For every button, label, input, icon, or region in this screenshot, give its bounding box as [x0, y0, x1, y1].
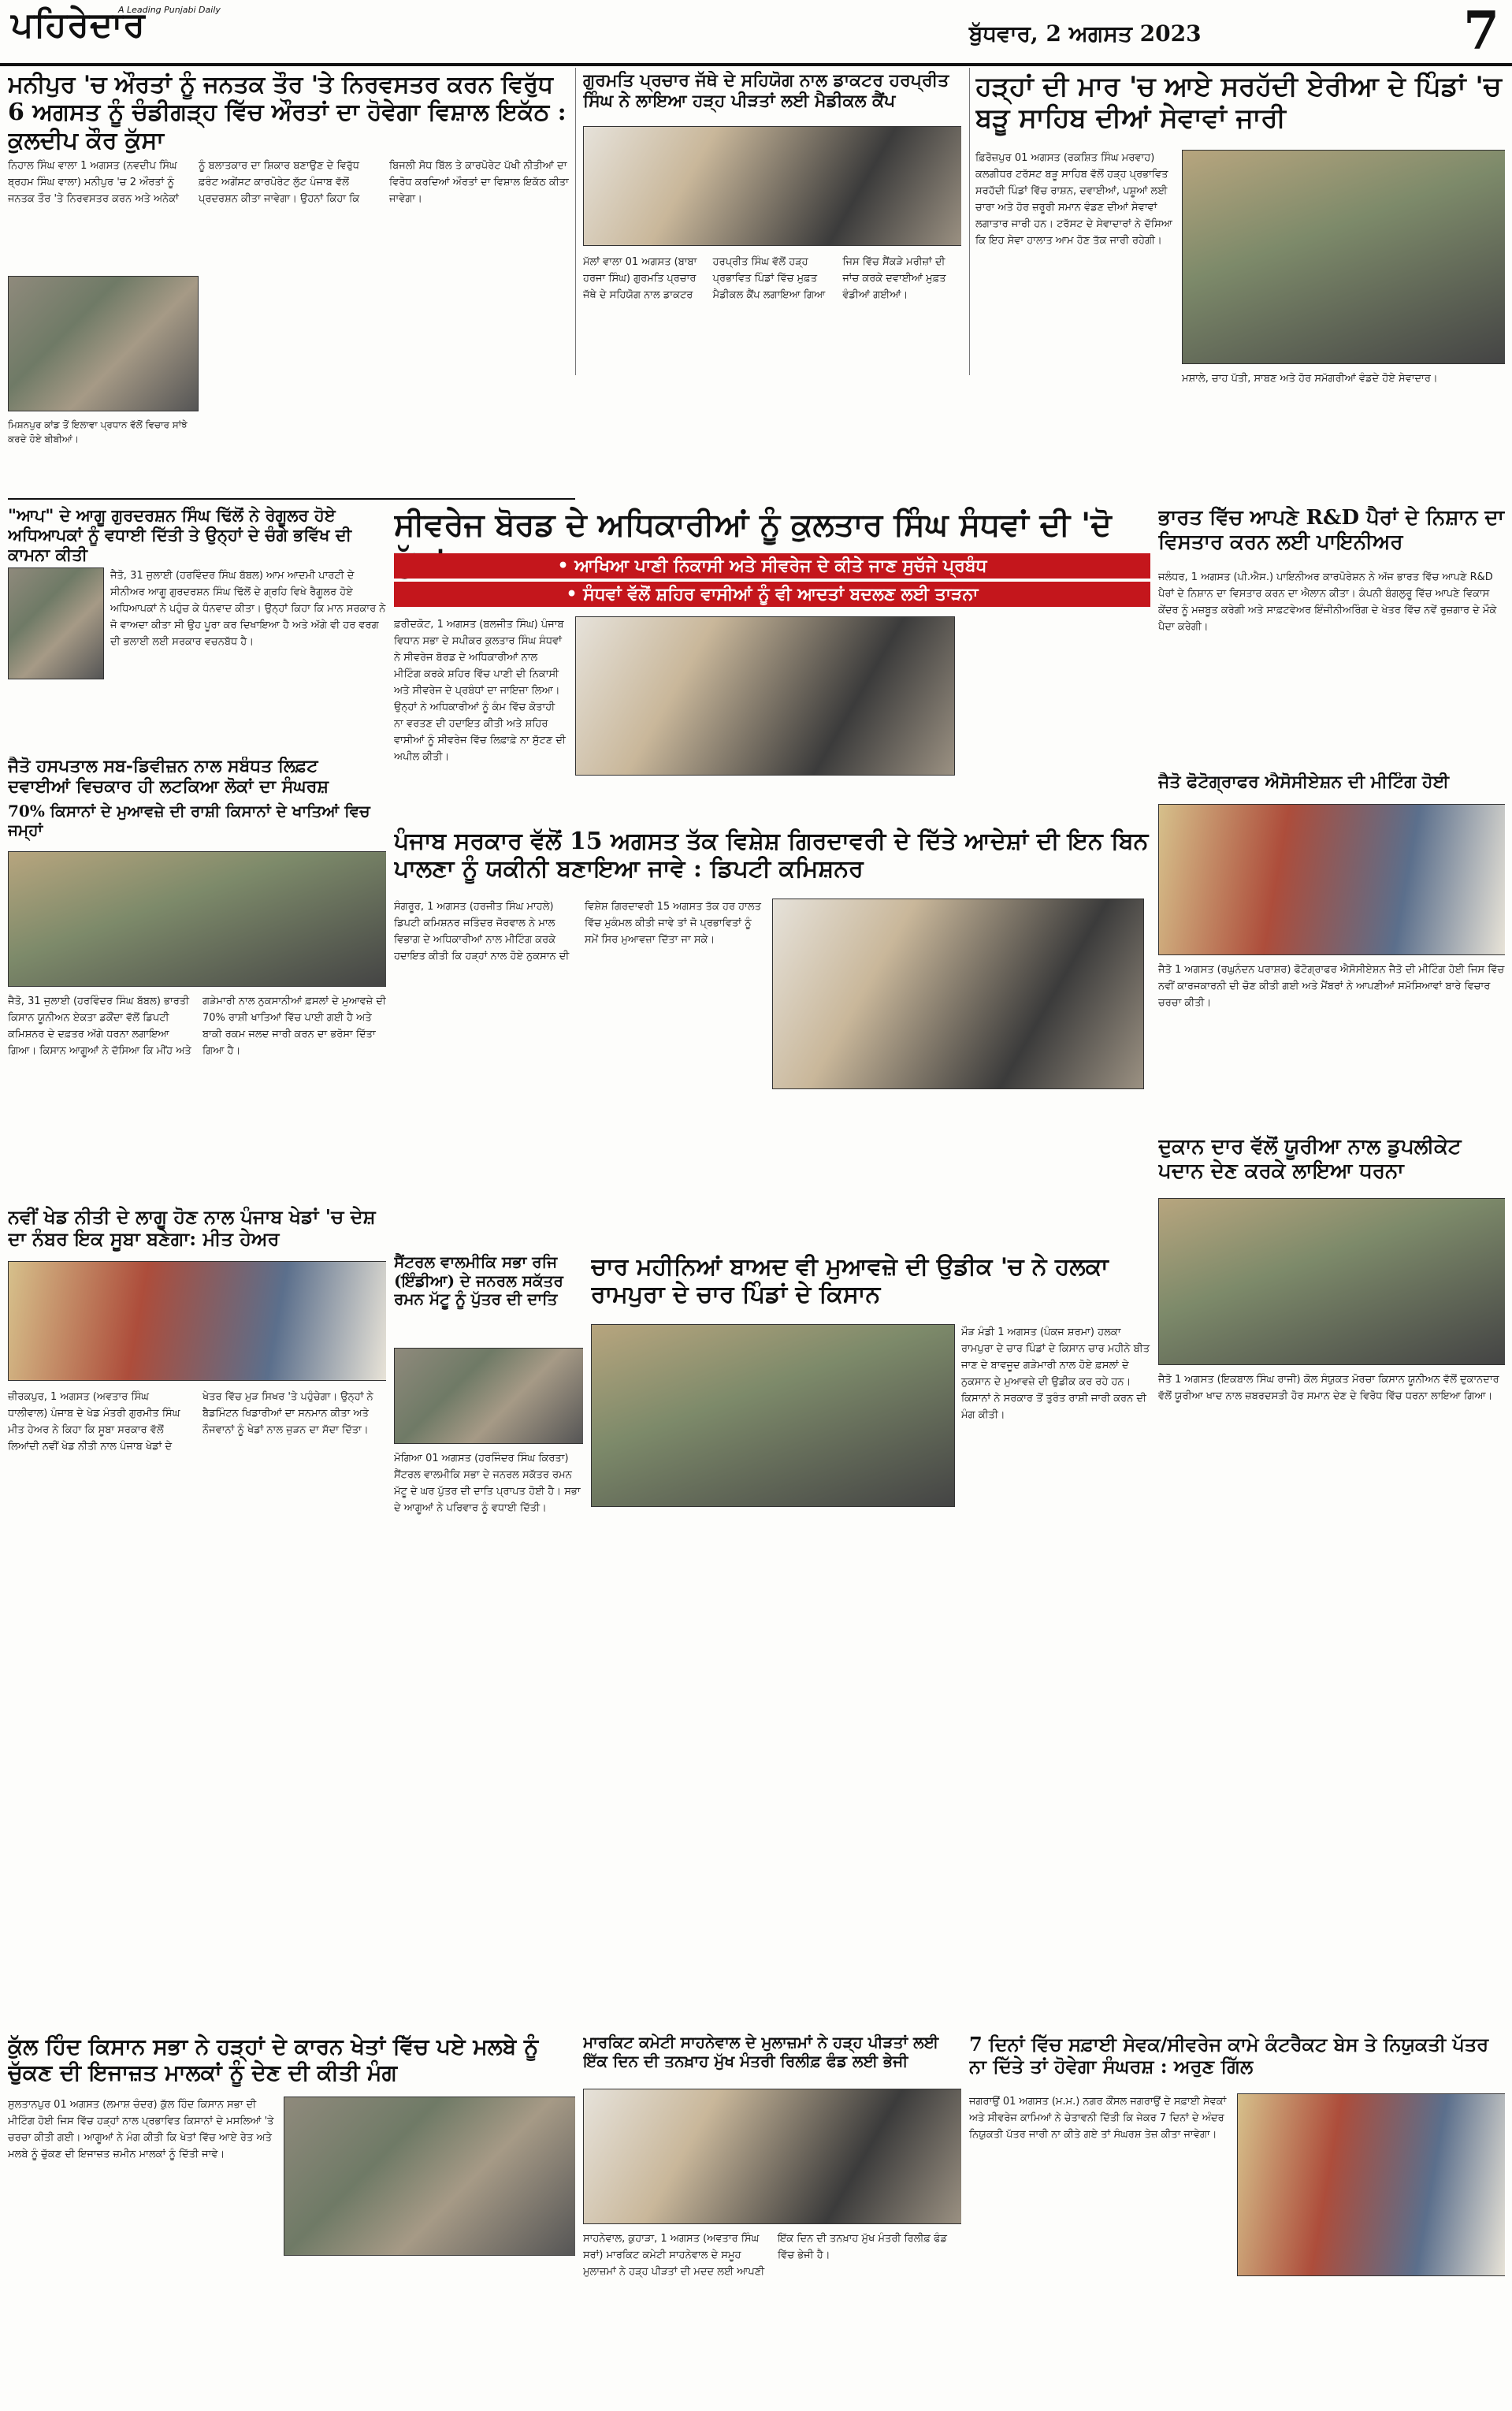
article-body: ਨਿਹਾਲ ਸਿੰਘ ਵਾਲਾ 1 ਅਗਸਤ (ਨਵਦੀਪ ਸਿੰਘ ਬ੍ਰਹਮ ਸਿੰਘ ਵਾਲਾ) ਮਨੀਪੁਰ 'ਚ 2 ਔਰਤਾਂ ਨੂੰ ਜਨਤਕ ਤੌਰ 'ਤੇ ਨਿਰਵਸਤਰ ਕਰਨ ਅਤੇ ਅਨੇਕਾਂ ਨੂੰ ਬਲਾਤਕਾਰ ਦਾ ਸ਼ਿਕਾਰ ਬਣਾਉਣ ਦੇ ਵਿਰੁੱਧ ਫ਼ਰੰਟ ਅਗੇਂਸਟ ਕਾਰਪੋਰੇਟ ਲੁੱਟ ਪੰਜਾਬ ਵੱਲੋਂ ਪ੍ਰਦਰਸ਼ਨ ਕੀਤਾ ਜਾਵੇਗਾ। ਉਹਨਾਂ ਕਿਹਾ ਕਿ ਬਿਜਲੀ ਸੋਧ ਬਿੱਲ ਤੇ ਕਾਰਪੋਰੇਟ ਪੱਖੀ ਨੀਤੀਆਂ ਦਾ ਵਿਰੋਧ ਕਰਦਿਆਂ ਔਰਤਾਂ ਦਾ ਵਿਸ਼ਾਲ ਇਕੱਠ ਕੀਤਾ ਜਾਵੇਗਾ।: [8, 160, 569, 205]
news-photo: [394, 1348, 583, 1444]
headline: ਗੁਰਮਤਿ ਪ੍ਰਚਾਰ ਜੱਥੇ ਦੇ ਸਹਿਯੋਗ ਨਾਲ ਡਾਕਟਰ ਹਰਪ੍ਰੀਤ ਸਿੰਘ ਨੇ ਲਾਇਆ ਹੜ੍ਹ ਪੀੜਤਾਂ ਲਈ ਮੈਡੀਕਲ ਕੈਂਪ: [583, 71, 949, 111]
section-rule: [8, 498, 575, 500]
article-manipur: [8, 71, 569, 497]
headline: 7 ਦਿਨਾਂ ਵਿੱਚ ਸਫ਼ਾਈ ਸੇਵਕ/ਸੀਵਰੇਜ ਕਾਮੇ ਕੰਟਰੈਕਟ ਬੇਸ ਤੇ ਨਿਯੁਕਤੀ ਪੱਤਰ ਨਾ ਦਿੱਤੇ ਤਾਂ ਹੋਵੇਗਾ ਸੰਘਰਸ਼ : ਅਰੁਣ ਗਿੱਲ: [969, 2033, 1489, 2078]
column-divider: [969, 68, 970, 375]
headline: ਨਵੀਂ ਖੇਡ ਨੀਤੀ ਦੇ ਲਾਗੂ ਹੋਣ ਨਾਲ ਪੰਜਾਬ ਖੇਡਾਂ 'ਚ ਦੇਸ਼ ਦਾ ਨੰਬਰ ਇਕ ਸੂਬਾ ਬਣੇਗਾ: ਮੀਤ ਹੇਅਰ: [8, 1206, 376, 1251]
article-body: ਮੌੜ ਮੰਡੀ 1 ਅਗਸਤ (ਪੰਕਜ ਸ਼ਰਮਾ) ਹਲਕਾ ਰਾਮਪੁਰਾ ਦੇ ਚਾਰ ਪਿੰਡਾਂ ਦੇ ਕਿਸਾਨ ਚਾਰ ਮਹੀਨੇ ਬੀਤ ਜਾਣ ਦੇ ਬਾਵਜੂਦ ਗੜੇਮਾਰੀ ਨਾਲ ਹੋਏ ਫ਼ਸਲਾਂ ਦੇ ਨੁਕਸਾਨ ਦੇ ਮੁਆਵਜ਼ੇ ਦੀ ਉਡੀਕ ਕਰ ਰਹੇ ਹਨ। ਕਿਸਾਨਾਂ ਨੇ ਸਰਕਾਰ ਤੋਂ ਤੁਰੰਤ ਰਾਸ਼ੀ ਜਾਰੀ ਕਰਨ ਦੀ ਮੰਗ ਕੀਤੀ।: [961, 1326, 1150, 1421]
article-body: ਜਲੰਧਰ, 1 ਅਗਸਤ (ਪੀ.ਐਸ.) ਪਾਇਨੀਅਰ ਕਾਰਪੋਰੇਸ਼ਨ ਨੇ ਅੱਜ ਭਾਰਤ ਵਿੱਚ ਆਪਣੇ R&D ਪੈਰਾਂ ਦੇ ਨਿਸ਼ਾਨ ਦਾ ਵਿਸਤਾਰ ਕਰਨ ਦਾ ਐਲਾਨ ਕੀਤਾ। ਕੰਪਨੀ ਬੰਗਲੁਰੂ ਵਿੱਚ ਆਪਣੇ ਵਿਕਾਸ ਕੇਂਦਰ ਨੂੰ ਮਜ਼ਬੂਤ ਕਰੇਗੀ ਅਤੇ ਸਾਫ਼ਟਵੇਅਰ ਇੰਜੀਨੀਅਰਿੰਗ ਦੇ ਖੇਤਰ ਵਿੱਚ ਨਵੇਂ ਰੁਜ਼ਗਾਰ ਦੇ ਮੌਕੇ ਪੈਦਾ ਕਰੇਗੀ।: [1158, 571, 1497, 633]
article-girdawari: [394, 828, 1150, 1237]
news-photo: [8, 276, 199, 411]
article-market-committee: [583, 2033, 961, 2404]
news-photo: [1158, 804, 1505, 955]
tagline: A Leading Punjabi Daily: [118, 5, 221, 15]
page-number: 7: [1463, 0, 1499, 61]
headline: ਭਾਰਤ ਵਿੱਚ ਆਪਣੇ R&D ਪੈਰਾਂ ਦੇ ਨਿਸ਼ਾਨ ਦਾ ਵਿਸਤਾਰ ਕਰਨ ਲਈ ਪਾਇਨੀਅਰ: [1158, 506, 1505, 554]
article-body: ਮੋਗਿਆ 01 ਅਗਸਤ (ਹਰਜਿੰਦਰ ਸਿੰਘ ਕਿਰਤਾ) ਸੈਂਟਰਲ ਵਾਲਮੀਕਿ ਸਭਾ ਦੇ ਜਨਰਲ ਸਕੱਤਰ ਰਮਨ ਮੱਟੂ ਦੇ ਘਰ ਪੁੱਤਰ ਦੀ ਦਾਤਿ ਪ੍ਰਾਪਤ ਹੋਈ ਹੈ। ਸਭਾ ਦੇ ਆਗੂਆਂ ਨੇ ਪਰਿਵਾਰ ਨੂੰ ਵਧਾਈ ਦਿੱਤੀ।: [394, 1453, 581, 1514]
article-body: ਫ਼ਿਰੋਜ਼ਪੁਰ 01 ਅਗਸਤ (ਰਕਸ਼ਿਤ ਸਿੰਘ ਮਰਵਾਹ) ਕਲਗੀਧਰ ਟਰੱਸਟ ਬੜੂ ਸਾਹਿਬ ਵੱਲੋਂ ਹੜ੍ਹ ਪ੍ਰਭਾਵਿਤ ਸਰਹੱਦੀ ਪਿੰਡਾਂ ਵਿੱਚ ਰਾਸ਼ਨ, ਦਵਾਈਆਂ, ਪਸ਼ੂਆਂ ਲਈ ਚਾਰਾ ਅਤੇ ਹੋਰ ਜ਼ਰੂਰੀ ਸਮਾਨ ਵੰਡਣ ਦੀਆਂ ਸੇਵਾਵਾਂ ਲਗਾਤਾਰ ਜਾਰੀ ਹਨ। ਟਰੱਸਟ ਦੇ ਸੇਵਾਦਾਰਾਂ ਨੇ ਦੱਸਿਆ ਕਿ ਇਹ ਸੇਵਾ ਹਾਲਾਤ ਆਮ ਹੋਣ ਤੱਕ ਜਾਰੀ ਰਹੇਗੀ।: [975, 152, 1172, 247]
news-photo: [1182, 150, 1505, 364]
article-kisan-sabha: [8, 2033, 575, 2404]
headline: ਪੰਜਾਬ ਸਰਕਾਰ ਵੱਲੋਂ 15 ਅਗਸਤ ਤੱਕ ਵਿਸ਼ੇਸ਼ ਗਿਰਦਾਵਰੀ ਦੇ ਦਿੱਤੇ ਆਦੇਸ਼ਾਂ ਦੀ ਇਨ ਬਿਨ ਪਾਲਣਾ ਨੂੰ ਯਕੀਨੀ ਬਣਾਇਆ ਜਾਵੇ : ਡਿਪਟੀ ਕਮਿਸ਼ਨਰ: [394, 828, 1149, 884]
article-medical-camp: [583, 71, 961, 497]
news-photo: [1158, 1198, 1505, 1365]
headline: "ਆਪ" ਦੇ ਆਗੂ ਗੁਰਦਰਸ਼ਨ ਸਿੰਘ ਢਿੱਲੋਂ ਨੇ ਰੇਗੂਲਰ ਹੋਏ ਅਧਿਆਪਕਾਂ ਨੂੰ ਵਧਾਈ ਦਿੱਤੀ ਤੇ ਉਨ੍ਹਾਂ ਦੇ ਚੰਗੇ ਭਵਿੱਖ ਦੀ ਕਾਮਨਾ ਕੀਤੀ: [8, 506, 352, 564]
article-body: ਸੰਗਰੂਰ, 1 ਅਗਸਤ (ਹਰਜੀਤ ਸਿੰਘ ਮਾਹਲੇ) ਡਿਪਟੀ ਕਮਿਸ਼ਨਰ ਜਤਿੰਦਰ ਜੋਰਵਾਲ ਨੇ ਮਾਲ ਵਿਭਾਗ ਦੇ ਅਧਿਕਾਰੀਆਂ ਨਾਲ ਮੀਟਿੰਗ ਕਰਕੇ ਹਦਾਇਤ ਕੀਤੀ ਕਿ ਹੜ੍ਹਾਂ ਨਾਲ ਹੋਏ ਨੁਕਸਾਨ ਦੀ ਵਿਸ਼ੇਸ਼ ਗਿਰਦਾਵਰੀ 15 ਅਗਸਤ ਤੱਕ ਹਰ ਹਾਲਤ ਵਿੱਚ ਮੁਕੰਮਲ ਕੀਤੀ ਜਾਵੇ ਤਾਂ ਜੋ ਪ੍ਰਭਾਵਿਤਾਂ ਨੂੰ ਸਮੇਂ ਸਿਰ ਮੁਆਵਜ਼ਾ ਦਿੱਤਾ ਜਾ ਸਕੇ।: [394, 901, 761, 962]
headline: ਜੈਤੋ ਹਸਪਤਾਲ ਸਬ-ਡਿਵੀਜ਼ਨ ਨਾਲ ਸਬੰਧਤ ਲਿਫ਼ਟ ਦਵਾਈਆਂ ਵਿਚਕਾਰ ਹੀ ਲਟਕਿਆ ਲੋਕਾਂ ਦਾ ਸੰਘਰਸ਼: [8, 757, 329, 797]
news-photo: [583, 126, 961, 246]
article-body: ਜੈਤੋ 1 ਅਗਸਤ (ਰਘੁਨੰਦਨ ਪਰਾਸ਼ਰ) ਫੋਟੋਗ੍ਰਾਫਰ ਐਸੋਸੀਏਸ਼ਨ ਜੈਤੋ ਦੀ ਮੀਟਿੰਗ ਹੋਈ ਜਿਸ ਵਿੱਚ ਨਵੀਂ ਕਾਰਜਕਾਰਨੀ ਦੀ ਚੋਣ ਕੀਤੀ ਗਈ ਅਤੇ ਮੈਂਬਰਾਂ ਨੇ ਆਪਣੀਆਂ ਸਮੱਸਿਆਵਾਂ ਬਾਰੇ ਵਿਚਾਰ ਚਰਚਾ ਕੀਤੀ।: [1158, 964, 1505, 1009]
headline: ਮਾਰਕਿਟ ਕਮੇਟੀ ਸਾਹਨੇਵਾਲ ਦੇ ਮੁਲਾਜ਼ਮਾਂ ਨੇ ਹੜ੍ਹ ਪੀੜਤਾਂ ਲਈ ਇੱਕ ਦਿਨ ਦੀ ਤਨਖ਼ਾਹ ਮੁੱਖ ਮੰਤਰੀ ਰਿਲੀਫ਼ ਫੰਡ ਲਈ ਭੇਜੀ: [583, 2033, 939, 2071]
issue-date: ਬੁੱਧਵਾਰ, 2 ਅਗਸਤ 2023: [969, 20, 1202, 47]
article-body: ਜੈਤੋ, 31 ਜੁਲਾਈ (ਹਰਵਿੰਦਰ ਸਿੰਘ ਬੱਬਲ) ਭਾਰਤੀ ਕਿਸਾਨ ਯੂਨੀਅਨ ਏਕਤਾ ਡਕੌਂਦਾ ਵੱਲੋਂ ਡਿਪਟੀ ਕਮਿਸ਼ਨਰ ਦੇ ਦਫ਼ਤਰ ਅੱਗੇ ਧਰਨਾ ਲਗਾਇਆ ਗਿਆ। ਕਿਸਾਨ ਆਗੂਆਂ ਨੇ ਦੱਸਿਆ ਕਿ ਮੀਂਹ ਅਤੇ ਗੜੇਮਾਰੀ ਨਾਲ ਨੁਕਸਾਨੀਆਂ ਫ਼ਸਲਾਂ ਦੇ ਮੁਆਵਜ਼ੇ ਦੀ 70% ਰਾਸ਼ੀ ਖਾਤਿਆਂ ਵਿੱਚ ਪਾਈ ਗਈ ਹੈ ਅਤੇ ਬਾਕੀ ਰਕਮ ਜਲਦ ਜਾਰੀ ਕਰਨ ਦਾ ਭਰੋਸਾ ਦਿੱਤਾ ਗਿਆ ਹੈ।: [8, 995, 386, 1057]
headline: ਸੀਵਰੇਜ ਬੋਰਡ ਦੇ ਅਧਿਕਾਰੀਆਂ ਨੂੰ ਕੁਲਤਾਰ ਸਿੰਘ ਸੰਧਵਾਂ ਦੀ 'ਦੋ: [394, 506, 1112, 543]
news-photo: [8, 851, 386, 987]
portrait-photo: [8, 567, 104, 679]
highlight-banner: • ਆਖਿਆ ਪਾਣੀ ਨਿਕਾਸੀ ਅਤੇ ਸੀਵਰੇਜ ਦੇ ਕੀਤੇ ਜਾਣ ਸੁਚੱਜੇ ਪ੍ਰਬੰਧ: [394, 553, 1150, 579]
news-photo: [8, 1261, 386, 1381]
news-photo: [583, 2089, 961, 2224]
headline: ਕੁੱਲ ਹਿੰਦ ਕਿਸਾਨ ਸਭਾ ਨੇ ਹੜ੍ਹਾਂ ਦੇ ਕਾਰਨ ਖੇਤਾਂ ਵਿੱਚ ਪਏ ਮਲਬੇ ਨੂੰ ਚੁੱਕਣ ਦੀ ਇਜਾਜ਼ਤ ਮਾਲਕਾਂ ਨੂੰ ਦੇਣ ਦੀ ਕੀਤੀ ਮੰਗ: [8, 2033, 539, 2086]
news-photo: [772, 899, 1144, 1089]
column-divider: [575, 68, 576, 375]
article-baru-sahib: [975, 71, 1505, 497]
article-urea-protest: [1158, 1135, 1505, 1576]
article-pioneer-rnd: [1158, 506, 1505, 766]
article-body: ਫ਼ਰੀਦਕੋਟ, 1 ਅਗਸਤ (ਬਲਜੀਤ ਸਿੰਘ) ਪੰਜਾਬ ਵਿਧਾਨ ਸਭਾ ਦੇ ਸਪੀਕਰ ਕੁਲਤਾਰ ਸਿੰਘ ਸੰਧਵਾਂ ਨੇ ਸੀਵਰੇਜ ਬੋਰਡ ਦੇ ਅਧਿਕਾਰੀਆਂ ਨਾਲ ਮੀਟਿੰਗ ਕਰਕੇ ਸ਼ਹਿਰ ਵਿੱਚ ਪਾਣੀ ਦੀ ਨਿਕਾਸੀ ਅਤੇ ਸੀਵਰੇਜ ਦੇ ਪ੍ਰਬੰਧਾਂ ਦਾ ਜਾਇਜ਼ਾ ਲਿਆ। ਉਨ੍ਹਾਂ ਨੇ ਅਧਿਕਾਰੀਆਂ ਨੂੰ ਕੰਮ ਵਿੱਚ ਕੋਤਾਹੀ ਨਾ ਵਰਤਣ ਦੀ ਹਦਾਇਤ ਕੀਤੀ ਅਤੇ ਸ਼ਹਿਰ ਵਾਸੀਆਂ ਨੂੰ ਸੀਵਰੇਜ ਵਿੱਚ ਲਿਫ਼ਾਫ਼ੇ ਨਾ ਸੁੱਟਣ ਦੀ ਅਪੀਲ ਕੀਤੀ।: [394, 619, 566, 763]
photo-caption: ਮਸ਼ਾਲੇ, ਚਾਹ ਪੱਤੀ, ਸਾਬਣ ਅਤੇ ਹੋਰ ਸਮੱਗਰੀਆਂ ਵੰਡਦੇ ਹੋਏ ਸੇਵਾਦਾਰ।: [1182, 373, 1438, 385]
article-body: ਜ਼ੀਰਕਪੁਰ, 1 ਅਗਸਤ (ਅਵਤਾਰ ਸਿੰਘ ਧਾਲੀਵਾਲ) ਪੰਜਾਬ ਦੇ ਖੇਡ ਮੰਤਰੀ ਗੁਰਮੀਤ ਸਿੰਘ ਮੀਤ ਹੇਅਰ ਨੇ ਕਿਹਾ ਕਿ ਸੂਬਾ ਸਰਕਾਰ ਵੱਲੋਂ ਲਿਆਂਦੀ ਨਵੀਂ ਖੇਡ ਨੀਤੀ ਨਾਲ ਪੰਜਾਬ ਖੇਡਾਂ ਦੇ ਖੇਤਰ ਵਿੱਚ ਮੁੜ ਸਿਖਰ 'ਤੇ ਪਹੁੰਚੇਗਾ। ਉਨ੍ਹਾਂ ਨੇ ਬੈਡਮਿੰਟਨ ਖਿਡਾਰੀਆਂ ਦਾ ਸਨਮਾਨ ਕੀਤਾ ਅਤੇ ਨੌਜਵਾਨਾਂ ਨੂੰ ਖੇਡਾਂ ਨਾਲ ਜੁੜਨ ਦਾ ਸੱਦਾ ਦਿੱਤਾ।: [8, 1391, 373, 1453]
headline: ਦੁਕਾਨ ਦਾਰ ਵੱਲੋਂ ਯੂਰੀਆ ਨਾਲ ਡੁਪਲੀਕੇਟ ਪਦਾਨ ਦੇਣ ਕਰਕੇ ਲਾਇਆ ਧਰਨਾ: [1158, 1135, 1462, 1183]
article-body: ਸੁਲਤਾਨਪੁਰ 01 ਅਗਸਤ (ਲਮਾਸ਼ ਚੰਦਰ) ਕੁੱਲ ਹਿੰਦ ਕਿਸਾਨ ਸਭਾ ਦੀ ਮੀਟਿੰਗ ਹੋਈ ਜਿਸ ਵਿੱਚ ਹੜ੍ਹਾਂ ਨਾਲ ਪ੍ਰਭਾਵਿਤ ਕਿਸਾਨਾਂ ਦੇ ਮਸਲਿਆਂ 'ਤੇ ਚਰਚਾ ਕੀਤੀ ਗਈ। ਆਗੂਆਂ ਨੇ ਮੰਗ ਕੀਤੀ ਕਿ ਖੇਤਾਂ ਵਿੱਚ ਆਏ ਰੇਤ ਅਤੇ ਮਲਬੇ ਨੂੰ ਚੁੱਕਣ ਦੀ ਇਜਾਜ਼ਤ ਜ਼ਮੀਨ ਮਾਲਕਾਂ ਨੂੰ ਦਿੱਤੀ ਜਾਵੇ।: [8, 2099, 274, 2160]
article-valmiki-sabha: [394, 1253, 583, 1632]
news-photo: [591, 1324, 955, 1507]
headline: ਮਨੀਪੁਰ 'ਚ ਔਰਤਾਂ ਨੂੰ ਜਨਤਕ ਤੌਰ 'ਤੇ ਨਿਰਵਸਤਰ ਕਰਨ ਵਿਰੁੱਧ 6 ਅਗਸਤ ਨੂੰ ਚੰਡੀਗੜ੍ਹ ਵਿੱਚ ਔਰਤਾਂ ਦਾ ਹੋਵੇਗਾ ਵਿਸ਼ਾਲ ਇਕੱਠ : ਕੁਲਦੀਪ ਕੌਰ ਕੁੱਸਾ: [8, 71, 567, 154]
headline: ਜੈਤੋ ਫੋਟੋਗ੍ਰਾਫਰ ਐਸੋਸੀਏਸ਼ਨ ਦੀ ਮੀਟਿੰਗ ਹੋਈ: [1158, 772, 1449, 792]
article-jaito-compensation: [8, 757, 386, 1198]
article-photographers: [1158, 772, 1505, 1119]
article-body: ਮੱਲਾਂ ਵਾਲਾ 01 ਅਗਸਤ (ਬਾਬਾ ਹਰਜਾ ਸਿੰਘ) ਗੁਰਮਤਿ ਪ੍ਰਚਾਰ ਜੱਥੇ ਦੇ ਸਹਿਯੋਗ ਨਾਲ ਡਾਕਟਰ ਹਰਪ੍ਰੀਤ ਸਿੰਘ ਵੱਲੋਂ ਹੜ੍ਹ ਪ੍ਰਭਾਵਿਤ ਪਿੰਡਾਂ ਵਿੱਚ ਮੁਫ਼ਤ ਮੈਡੀਕਲ ਕੈਂਪ ਲਗਾਇਆ ਗਿਆ ਜਿਸ ਵਿੱਚ ਸੈਂਕੜੇ ਮਰੀਜ਼ਾਂ ਦੀ ਜਾਂਚ ਕਰਕੇ ਦਵਾਈਆਂ ਮੁਫ਼ਤ ਵੰਡੀਆਂ ਗਈਆਂ।: [583, 256, 946, 301]
article-body: ਸਾਹਨੇਵਾਲ, ਕੁਹਾੜਾ, 1 ਅਗਸਤ (ਅਵਤਾਰ ਸਿੰਘ ਸਰਾਂ) ਮਾਰਕਿਟ ਕਮੇਟੀ ਸਾਹਨੇਵਾਲ ਦੇ ਸਮੂਹ ਮੁਲਾਜ਼ਮਾਂ ਨੇ ਹੜ੍ਹ ਪੀੜਤਾਂ ਦੀ ਮਦਦ ਲਈ ਆਪਣੀ ਇੱਕ ਦਿਨ ਦੀ ਤਨਖ਼ਾਹ ਮੁੱਖ ਮੰਤਰੀ ਰਿਲੀਫ਼ ਫੰਡ ਵਿੱਚ ਭੇਜੀ ਹੈ।: [583, 2233, 947, 2278]
article-rampura-farmers: [591, 1253, 1150, 1632]
article-sports-policy: [8, 1206, 386, 1537]
masthead: [0, 0, 1512, 66]
article-aap: [8, 506, 386, 742]
article-body: ਜਗਰਾਉਂ 01 ਅਗਸਤ (ਮ.ਮ.) ਨਗਰ ਕੌਂਸਲ ਜਗਰਾਉਂ ਦੇ ਸਫ਼ਾਈ ਸੇਵਕਾਂ ਅਤੇ ਸੀਵਰੇਜ ਕਾਮਿਆਂ ਨੇ ਚੇਤਾਵਨੀ ਦਿੱਤੀ ਕਿ ਜੇਕਰ 7 ਦਿਨਾਂ ਦੇ ਅੰਦਰ ਨਿਯੁਕਤੀ ਪੱਤਰ ਜਾਰੀ ਨਾ ਕੀਤੇ ਗਏ ਤਾਂ ਸੰਘਰਸ਼ ਤੇਜ਼ ਕੀਤਾ ਜਾਵੇਗਾ।: [969, 2096, 1227, 2141]
newspaper-logo: ਪਹਿਰੇਦਾਰ: [11, 5, 146, 45]
news-photo: [575, 616, 955, 776]
photo-caption: ਮਿਸ਼ਨਪੁਰ ਕਾਂਡ ਤੋਂ ਇਲਾਵਾ ਪ੍ਰਧਾਨ ਵੱਲੋਂ ਵਿਚਾਰ ਸਾਂਝੇ ਕਰਦੇ ਹੋਏ ਬੀਬੀਆਂ।: [8, 419, 188, 445]
headline: ਚਾਰ ਮਹੀਨਿਆਂ ਬਾਅਦ ਵੀ ਮੁਆਵਜ਼ੇ ਦੀ ਉਡੀਕ 'ਚ ਨੇ ਹਲਕਾ ਰਾਮਪੁਰਾ ਦੇ ਚਾਰ ਪਿੰਡਾਂ ਦੇ ਕਿਸਾਨ: [591, 1253, 1109, 1309]
headline: ਸੈਂਟਰਲ ਵਾਲਮੀਕਿ ਸਭਾ ਰਜਿ (ਇੰਡੀਆ) ਦੇ ਜਨਰਲ ਸਕੱਤਰ ਰਮਨ ਮੱਟੂ ਨੂੰ ਪੁੱਤਰ ਦੀ ਦਾਤਿ: [394, 1253, 563, 1309]
subheadline: 70% ਕਿਸਾਨਾਂ ਦੇ ਮੁਆਵਜ਼ੇ ਦੀ ਰਾਸ਼ੀ ਕਿਸਾਨਾਂ ਦੇ ਖਾਤਿਆਂ ਵਿਚ ਜਮ੍ਹਾਂ: [8, 801, 370, 839]
article-arun-gill: [969, 2033, 1505, 2404]
headline: ਹੜ੍ਹਾਂ ਦੀ ਮਾਰ 'ਚ ਆਏ ਸਰਹੱਦੀ ਏਰੀਆ ਦੇ ਪਿੰਡਾਂ 'ਚ ਬੜੂ ਸਾਹਿਬ ਦੀਆਂ ਸੇਵਾਵਾਂ ਜਾਰੀ: [975, 71, 1502, 135]
article-body: ਜੈਤੋ, 31 ਜੁਲਾਈ (ਹਰਵਿੰਦਰ ਸਿੰਘ ਬੱਬਲ) ਆਮ ਆਦਮੀ ਪਾਰਟੀ ਦੇ ਸੀਨੀਅਰ ਆਗੂ ਗੁਰਦਰਸ਼ਨ ਸਿੰਘ ਢਿੱਲੋਂ ਦੇ ਗ੍ਰਹਿ ਵਿਖੇ ਰੈਗੂਲਰ ਹੋਏ ਅਧਿਆਪਕਾਂ ਨੇ ਪਹੁੰਚ ਕੇ ਧੰਨਵਾਦ ਕੀਤਾ। ਉਨ੍ਹਾਂ ਕਿਹਾ ਕਿ ਮਾਨ ਸਰਕਾਰ ਨੇ ਜੋ ਵਾਅਦਾ ਕੀਤਾ ਸੀ ਉਹ ਪੂਰਾ ਕਰ ਦਿਖਾਇਆ ਹੈ ਅਤੇ ਅੱਗੇ ਵੀ ਹਰ ਵਰਗ ਦੀ ਭਲਾਈ ਲਈ ਸਰਕਾਰ ਵਚਨਬੱਧ ਹੈ।: [110, 570, 386, 648]
article-body: ਜੈਤੋ 1 ਅਗਸਤ (ਇਕਬਾਲ ਸਿੰਘ ਰਾਜੀ) ਕੋਲ ਸੰਯੁਕਤ ਮੋਰਚਾ ਕਿਸਾਨ ਯੂਨੀਅਨ ਵੱਲੋਂ ਦੁਕਾਨਦਾਰ ਵੱਲੋਂ ਯੂਰੀਆ ਖਾਦ ਨਾਲ ਜ਼ਬਰਦਸਤੀ ਹੋਰ ਸਮਾਨ ਦੇਣ ਦੇ ਵਿਰੋਧ ਵਿੱਚ ਧਰਨਾ ਲਾਇਆ ਗਿਆ।: [1158, 1374, 1499, 1402]
highlight-banner: • ਸੰਧਵਾਂ ਵੱਲੋਂ ਸ਼ਹਿਰ ਵਾਸੀਆਂ ਨੂੰ ਵੀ ਆਦਤਾਂ ਬਦਲਣ ਲਈ ਤਾੜਨਾ: [394, 582, 1150, 607]
news-photo: [1237, 2093, 1505, 2276]
news-photo: [284, 2097, 575, 2256]
article-sewerage: [394, 506, 1150, 821]
